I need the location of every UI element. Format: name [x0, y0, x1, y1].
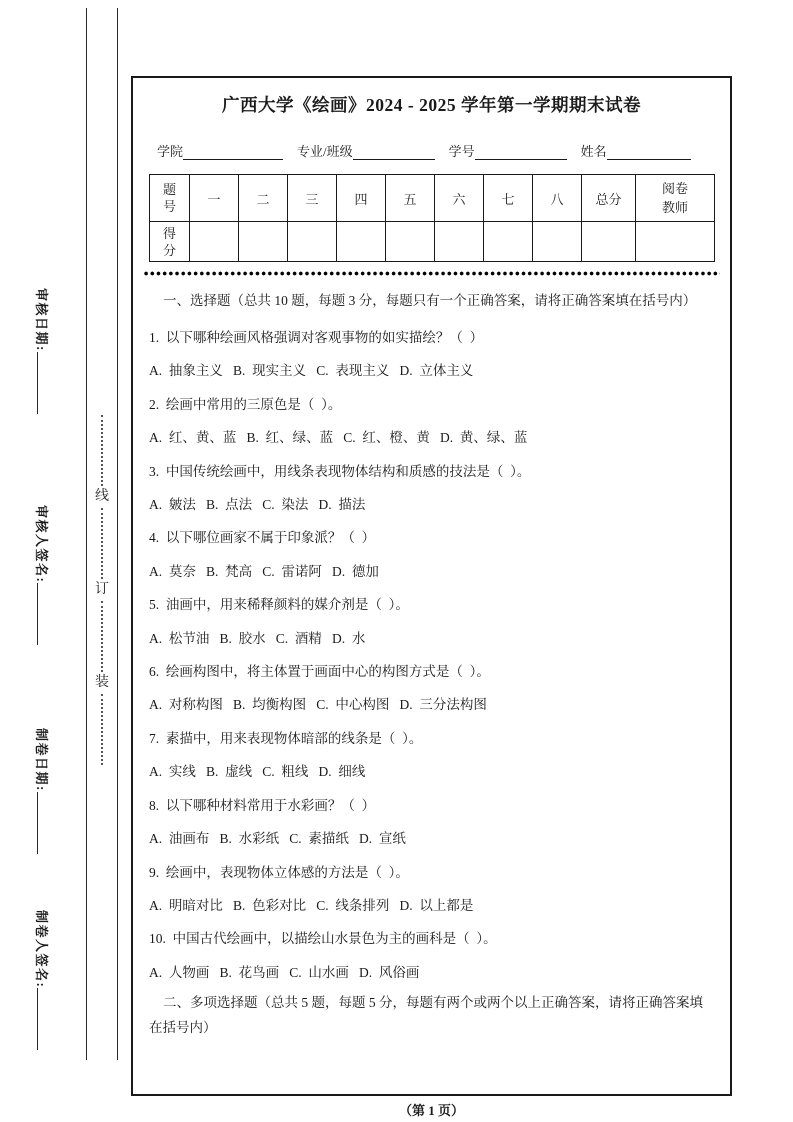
exam-sheet	[131, 76, 732, 1096]
question-2-options: A. 红、黄、蓝 B. 红、绿、蓝 C. 红、橙、黄 D. 黄、绿、蓝	[149, 430, 528, 446]
question-9-options: A. 明暗对比 B. 色彩对比 C. 线条排列 D. 以上都是	[149, 897, 474, 913]
score-col-7: 七	[484, 175, 533, 222]
score-cell	[239, 222, 288, 262]
review-date-blank	[37, 352, 50, 414]
exam-title: 广西大学《绘画》2024 - 2025 学年第一学期期末试卷	[222, 95, 641, 115]
dotted-separator	[143, 271, 720, 276]
question-8-text: 8. 以下哪种材料常用于水彩画？（ ）	[149, 797, 376, 813]
question-5-text: 5. 油画中，用来稀释颜料的媒介剂是（ ）。	[149, 597, 409, 613]
score-col-1: 一	[190, 175, 239, 222]
binding-char-zhuang: 装	[95, 675, 109, 690]
binding-dots	[101, 415, 103, 486]
question-2-text: 2. 绘画中常用的三原色是（ ）。	[149, 396, 342, 412]
paper-maker-signature-blank	[37, 988, 50, 1050]
binding-char-xian: 线	[95, 489, 109, 504]
score-cell	[435, 222, 484, 262]
question-3-text: 3. 中国传统绘画中，用线条表现物体结构和质感的技法是（ ）。	[149, 463, 531, 479]
question-1-options: A. 抽象主义 B. 现实主义 C. 表现主义 D. 立体主义	[149, 363, 474, 379]
question-4-options: A. 莫奈 B. 梵高 C. 雷诺阿 D. 德加	[149, 563, 379, 579]
question-7-options: A. 实线 B. 虚线 C. 粗线 D. 细线	[149, 764, 366, 780]
question-6-options: A. 对称构图 B. 均衡构图 C. 中心构图 D. 三分法构图	[149, 697, 487, 713]
binding-dots	[101, 694, 103, 765]
question-3-options: A. 皴法 B. 点法 C. 染法 D. 描法	[149, 497, 366, 513]
binding-dotted-line	[95, 415, 109, 765]
paper-making-date-label: 制卷日期:	[33, 728, 52, 854]
score-cell	[337, 222, 386, 262]
binding-char-ding: 订	[95, 582, 109, 597]
question-1-text: 1. 以下哪种绘画风格强调对客观事物的如实描绘？（ ）	[149, 330, 484, 345]
score-cell	[636, 222, 715, 262]
question-10-options: A. 人物画 B. 花鸟画 C. 山水画 D. 风俗画	[149, 964, 420, 980]
score-cell	[533, 222, 582, 262]
college-label: 学院	[157, 144, 184, 159]
score-label-cell: 得分	[150, 222, 190, 262]
score-col-total: 总分	[582, 175, 636, 222]
page-number: （第 1 页）	[398, 1103, 464, 1118]
student-id-blank	[475, 146, 567, 160]
score-col-8: 八	[533, 175, 582, 222]
paper-maker-signature-label: 制卷人签名:	[33, 910, 52, 1050]
reviewer-signature-blank	[37, 583, 50, 645]
score-table	[149, 174, 715, 262]
question-8-options: A. 油画布 B. 水彩纸 C. 素描纸 D. 宣纸	[149, 831, 406, 847]
score-table-header-row	[150, 175, 715, 222]
name-field	[581, 141, 691, 160]
question-10-text: 10. 中国古代绘画中，以描绘山水景色为主的画科是（ ）。	[149, 931, 497, 947]
student-id-label: 学号	[448, 144, 475, 159]
score-col-2: 二	[239, 175, 288, 222]
score-cell	[386, 222, 435, 262]
question-6-text: 6. 绘画构图中，将主体置于画面中心的构图方式是（ ）。	[149, 664, 490, 680]
name-blank	[607, 146, 691, 160]
question-9-text: 9. 绘画中，表现物体立体感的方法是（ ）。	[149, 864, 409, 880]
score-cell	[484, 222, 533, 262]
student-info-line	[149, 141, 714, 160]
score-col-4: 四	[337, 175, 386, 222]
name-label: 姓名	[580, 144, 607, 159]
score-cell	[190, 222, 239, 262]
college-blank	[183, 146, 283, 160]
binding-rule-left	[86, 8, 87, 1060]
score-cell	[582, 222, 636, 262]
binding-dots	[101, 601, 103, 672]
exam-body	[149, 288, 714, 1040]
student-id-field	[449, 141, 567, 160]
score-col-grader: 阅卷教师	[636, 175, 715, 222]
score-cell	[288, 222, 337, 262]
paper-making-date-blank	[37, 792, 50, 854]
score-col-3: 三	[288, 175, 337, 222]
major-class-field	[297, 141, 435, 160]
score-col-5: 五	[386, 175, 435, 222]
review-date-label: 审核日期:	[33, 288, 52, 414]
section1-heading: 一、选择题（总共 10 题，每题 3 分，每题只有一个正确答案，请将正确答案填在括号内）	[163, 293, 697, 308]
question-4-text: 4. 以下哪位画家不属于印象派？（ ）	[149, 530, 376, 546]
section2-heading: 二、多项选择题（总共 5 题，每题 5 分，每题有两个或两个以上正确答案，请将正确答案填在括号内）	[149, 995, 703, 1036]
major-class-blank	[353, 146, 435, 160]
question-7-text: 7. 素描中，用来表现物体暗部的线条是（ ）。	[149, 730, 423, 746]
score-col-6: 六	[435, 175, 484, 222]
score-table-score-row	[150, 222, 715, 262]
question-5-options: A. 松节油 B. 胶水 C. 酒精 D. 水	[149, 630, 366, 646]
binding-dots	[101, 508, 103, 579]
college-field	[157, 141, 283, 160]
major-class-label: 专业/班级	[297, 144, 353, 159]
reviewer-signature-label: 审核人签名:	[33, 505, 52, 645]
question-number-label-cell: 题号	[150, 175, 190, 222]
binding-rule-right	[117, 8, 118, 1060]
